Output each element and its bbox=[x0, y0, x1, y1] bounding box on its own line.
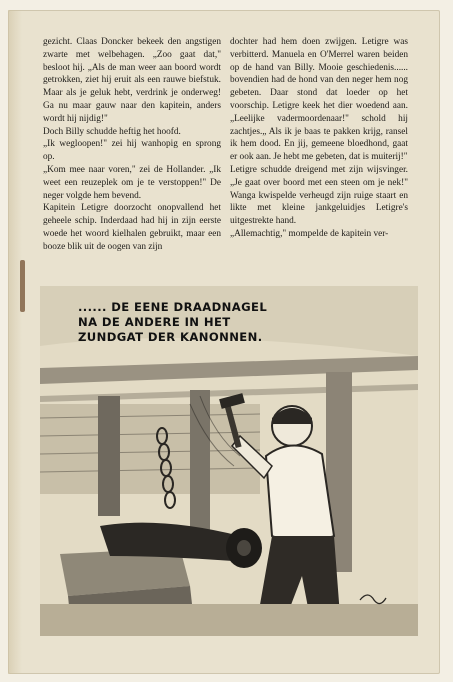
paragraph: Kapitein Letigre doorzocht onopvallend het geheele schip. Inderdaad had hij in zijn eerste woede het woord kielhalen gebruikt, maar een booze blik uit de oogen van zijn bbox=[43, 203, 221, 252]
text-column-right bbox=[230, 36, 408, 241]
paragraph: Letigre schudde dreigend met zijn wijsvinger. „Je gaat over boord met een steen om je nek!" Wanga kwispelde verheugd zijn ruige staart en likte met kleine jankgeluidjes Letigre's uitgestrekte hand. bbox=[230, 164, 408, 227]
caption-line: NA DE ANDERE IN HET bbox=[78, 314, 231, 329]
text-column-left bbox=[43, 36, 221, 254]
illustration-caption bbox=[78, 300, 267, 344]
caption-line: ...... DE EENE DRAADNAGEL bbox=[78, 300, 268, 314]
paragraph: Doch Billy schudde heftig het hoofd. bbox=[43, 126, 181, 137]
caption-line: ZUNDGAT DER KANONNEN. bbox=[78, 329, 263, 344]
paragraph: „Kom mee naar voren," zei de Hollander. „Ik weet een reuzeplek om je te verstoppen!" De neger volgde hem bevend. bbox=[43, 164, 221, 201]
paragraph: gezicht. Claas Doncker bekeek den angstigen zwarte met welbehagen. „Zoo gaat dat," besloot hij. „Als de man weer aan boord wordt getrokken, ziet hij eruit als een rauwe biefstuk. Maar als je geluk hebt, verdrink je onderweg! Ga nu maar gauw naar den kapitein, anders wordt hij nijdig!" bbox=[43, 37, 221, 124]
paragraph: „Ik wegloopen!" zei hij wanhopig en sprong op. bbox=[43, 139, 221, 163]
paragraph: „Allemachtig," mompelde de kapitein ver- bbox=[230, 228, 389, 239]
paragraph: dochter had hem doen zwijgen. Letigre was verbitterd. Manuela en O'Merrel waren beiden op de hand van Billy. Mooie geschiedenis...... bovendien had de hond van den neger hem nog gebeten. Daar stond dat loeder op het voorschip. Letigre keek het dier woedend aan. „Leelijke vadermoordenaar!" schold hij zachtjes.„ Als ik je baas te pakken krijg, ransel ik hem dood. En jij, gemeene bloedhond, gaat er ook aan. Je hebt me gebeten, dat is muiterij!" bbox=[230, 37, 408, 163]
binding-stain bbox=[20, 260, 25, 312]
